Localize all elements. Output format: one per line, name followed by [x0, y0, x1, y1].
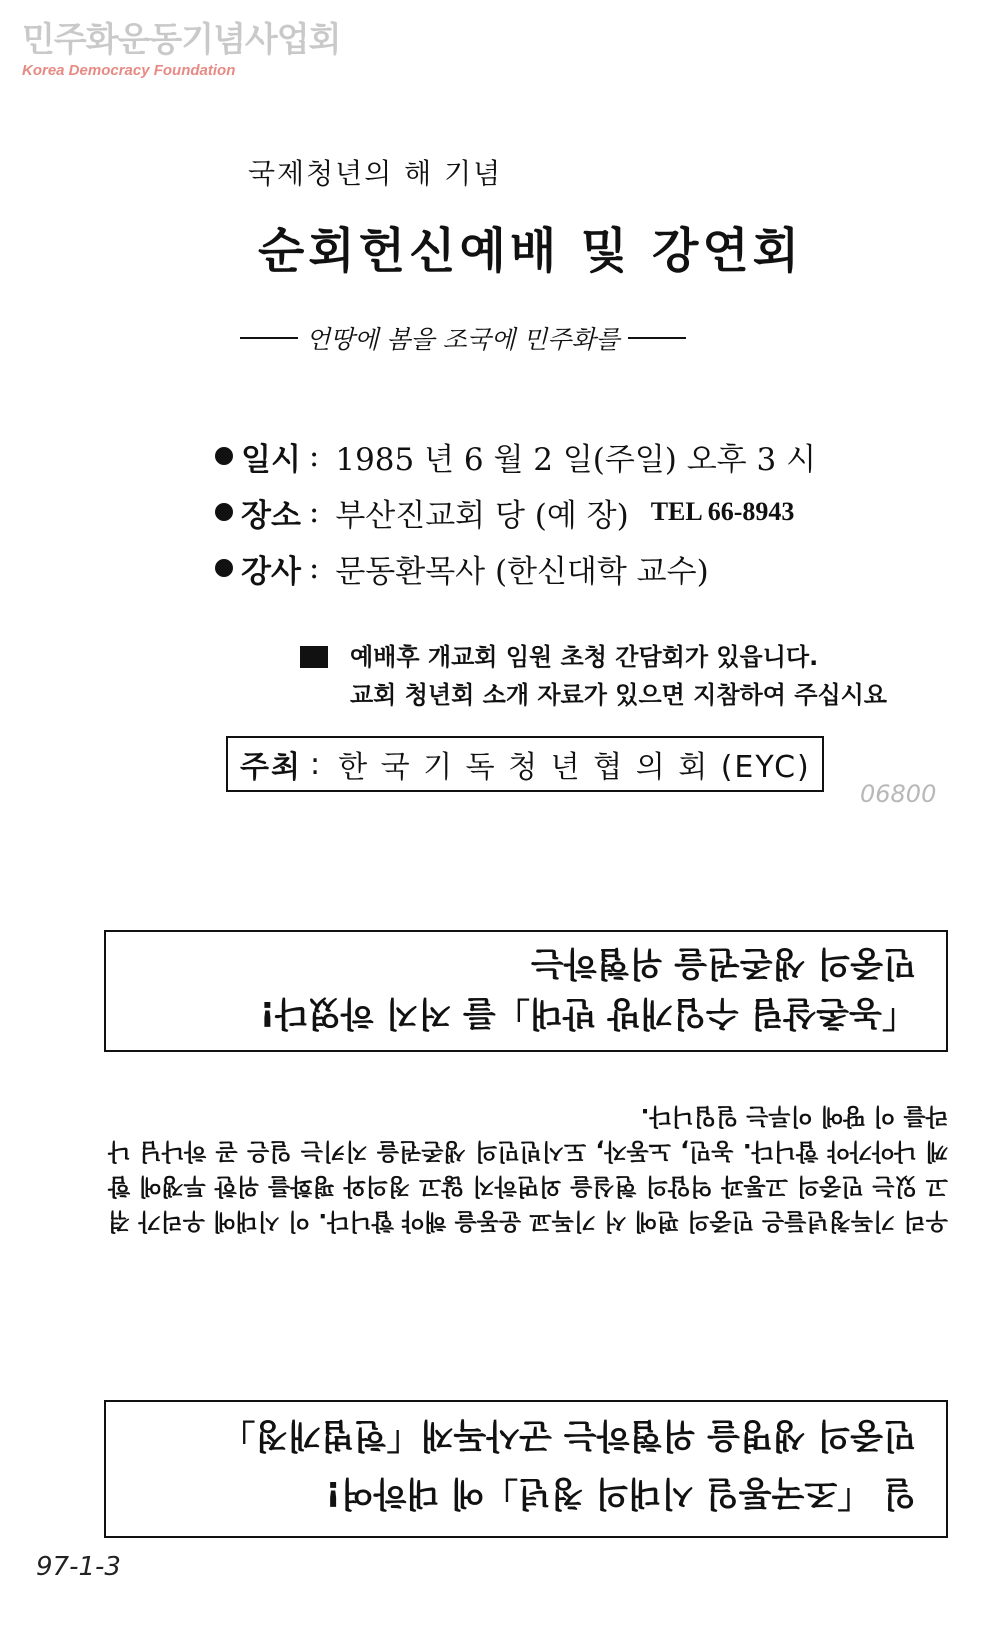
detail-place — [215, 484, 816, 540]
slogan-dash-right — [628, 337, 686, 339]
event-details — [215, 428, 816, 596]
bullet-icon — [215, 559, 233, 577]
detail-label: 강사 — [241, 553, 301, 590]
bullet-icon — [215, 447, 233, 465]
notice — [300, 638, 887, 714]
inverted-paragraph: 우리 기독청년들은 민중의 편에 서 기독교 운동을 해야 합니다. 이 시대에 우리가 겪고 있는 민중의 고통과 억압의 현실을 외면하지 않고 정의와 평화를 위한 투쟁에 함께 나아가야 합니다. 농민, 노동자, 도시빈민의 생존권을 지키는 일은 곧 하나님 나라를 이 땅에 이루는 일입니다. — [108, 1103, 948, 1234]
inverted-box-bottom-line-1: 일 「조국통일 시대의 청년」에 대하여! — [325, 1473, 916, 1513]
notice-line-1 — [300, 638, 887, 676]
handwritten-archive-number: 97-1-3 — [36, 1552, 121, 1582]
watermark-english: Korea Democracy Foundation — [22, 62, 236, 79]
inverted-box-top-line-2: 민중의 생존권을 위협하는 — [531, 943, 916, 983]
event-title: 순회헌신예배 및 강연회 — [258, 223, 804, 279]
detail-date — [215, 428, 816, 484]
host-box — [226, 736, 824, 792]
detail-phone: TEL 66-8943 — [650, 497, 795, 526]
bullet-icon — [215, 503, 233, 521]
detail-speaker — [215, 540, 816, 596]
detail-value: 문동환목사 (한신대학 교수) — [335, 553, 709, 590]
square-bullet-icon — [300, 646, 328, 668]
detail-label: 일시 — [241, 441, 301, 478]
event-slogan — [240, 320, 686, 356]
event-subtitle: 국제청년의 해 기념 — [248, 157, 503, 190]
foundation-watermark — [22, 20, 340, 79]
host-label: 주최 — [240, 750, 302, 785]
host-value: 한 국 기 독 청 년 협 의 회 (EYC) — [338, 750, 811, 785]
notice-text-1: 예배후 개교회 임원 초청 간담회가 있읍니다. — [350, 643, 819, 671]
slogan-text: 언땅에 봄을 조국에 민주화를 — [306, 325, 620, 354]
colon: : — [308, 494, 320, 530]
detail-value: 1985 년 6 월 2 일(주일) 오후 3 시 — [335, 441, 817, 478]
slogan-dash-left — [240, 337, 298, 339]
watermark-korean: 민주화운동기념사업회 — [22, 20, 341, 60]
inverted-box-top — [104, 930, 948, 1052]
notice-line-2 — [300, 676, 887, 714]
colon: : — [308, 550, 320, 586]
inverted-box-bottom — [104, 1400, 948, 1538]
handwritten-number: 06800 — [860, 780, 937, 808]
inverted-box-top-line-1: 「농촌살림 수입개방 반대」를 저지 하였다! — [259, 993, 916, 1033]
inverted-box-bottom-line-2: 민중의 생명을 위협하는 군사독재「헌법개정」 — [221, 1415, 916, 1455]
detail-value: 부산진교회 당 (예 장) — [335, 497, 629, 534]
notice-text-2: 교회 청년회 소개 자료가 있으면 지참하여 주십시요 — [350, 681, 887, 709]
detail-label: 장소 — [241, 497, 301, 534]
colon: : — [308, 438, 320, 474]
colon: : — [309, 746, 323, 782]
